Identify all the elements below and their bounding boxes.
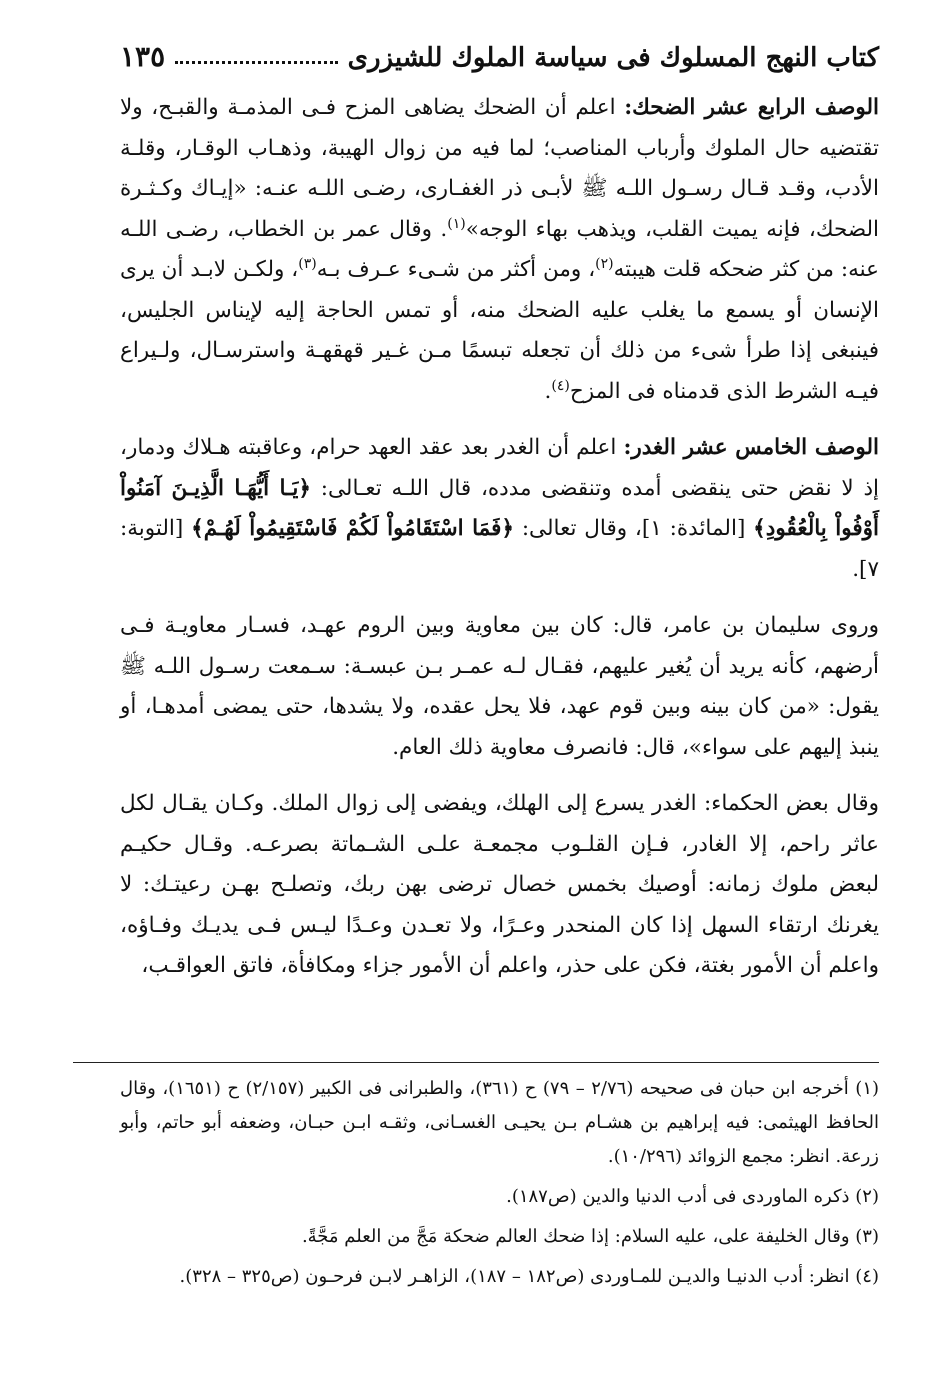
verse-citation-1: [المائدة: ١]، وقال تعالى: [513,516,754,541]
laughter-text-4: ، ولكـن لابـد أن يرى الإنسان أو يسمع ما يغلب عليه الضحك منه، أو تمس الحاجة إليه لإيناس الجليس، فينبغى إذا طرأ شىء من ذلك أن تجعله تبسمًا مـن غـير قهقهـة واسترسـال، ولـيراع فيـه الشرط الذى قدمناه فى المزح [120,257,879,404]
footnote-ref-1[interactable]: (١) [447,215,466,232]
quran-verse-2: ﴿فَمَا اسْتَقَامُواْ لَكُمْ فَاسْتَقِيمُواْ لَهُـمْ﴾ [191,516,514,541]
page-number: ١٣٥ [120,40,166,73]
footnote-1: (١) أخرجه ابن حبان فى صحيحه (٢/٧٦ – ٧٩) ح (٣٦١)، والطبرانى فى الكبير (٢/١٥٧) ح (١٦٥١)، وقال الحافظ الهيثمى: فيه إبراهيم بن هشـام بـن يحيـى الغسـانى، وثقـه ابـن حبـان، وضعفه أبو حاتم، وأبو زرعة. انظر: مجمع الزوائد (١٠/٢٩٦). [120,1078,880,1167]
footnote-ref-4[interactable]: (٤) [551,377,570,394]
footnote-4: (٤) انظر: أدب الدنيـا والديـن للمـاوردى (ص١٨٢ – ١٨٧)، الزاهـر لابـن فرحـون (ص٣٢٥ – ٣٢٨). [179,1266,879,1287]
laughter-text-5: . [544,378,552,404]
book-title: كتاب النهج المسلوك فى سياسة الملوك للشيزرى [347,43,879,73]
footnotes [120,1072,879,1300]
section-laughter [120,88,879,412]
main-text [120,88,879,1003]
laughter-text-3: ، ومن أكثر من شـىء عـرف بـه [316,257,596,282]
footnote-ref-3[interactable]: (٣) [298,255,317,272]
footnote-ref-2[interactable]: (٢) [595,255,614,272]
section-treachery [120,428,879,590]
section-heading-laughter: الوصف الرابع عشر الضحك: [624,95,879,120]
laughter-text-2: . وقال عمر بن الخطاب، رضـى اللـه عنه: من كثر ضحكه قلت هيبته [120,216,879,282]
footnote-2: (٢) ذكره الماوردى فى أدب الدنيا والدين (ص١٨٧). [506,1186,879,1207]
laughter-text-1: اعلم أن الضحك يضاهى المزح فـى المذمـة والقبـح، ولا تقتضيه حال الملوك وأرباب المناصب؛ لما فيه من زوال الهيبة، وذهـاب الوقـار، وقلـة الأدب، وقـد قـال رسـول اللـه ﷺ لأبـى ذر الغفـارى، رضـى اللـه عنـه: «إيـاك وكـثـرة الضحك، فإنه يميت القلب، ويذهب بهاء الوجه» [120,95,879,242]
leader-dots [175,61,338,64]
section-heading-treachery: الوصف الخامس عشر الغدر: [623,435,879,460]
paragraph-wise-sayings: وقال بعض الحكماء: الغدر يسرع إلى الهلك، ويفضى إلى زوال الملك. وكـان يقـال لكل عاثر راحم، إلا الغادر، فـإن القلـوب مجمعـة علـى الشـماتة بصرعـه. وقـال حكيـم لبعض ملوك زمانه: أوصيك بخمس خصال ترضى بهن ربك، وتصلـح بهـن رعيتـك: لا يغرنك ارتقاء السهل إذا كان المنحدر وعـرًا، ولا تعـدن وعـدًا ليـس فـى يديـك وفـاؤه، واعلم أن الأمور بغتة، فكن على حذر، واعلم أن الأمور جزاء ومكافأة، فاتق العواقـب، [120,791,879,978]
treachery-text-1: اعلم أن الغدر بعد عقد العهد حرام، وعاقبته هـلاك ودمار، إذ لا نقض حتى ينقضى أمده وتنقضى مدده، قال اللـه تعـالى: [120,435,879,501]
paragraph-muawiya: وروى سليمان بن عامر، قال: كان بين معاوية وبين الروم عهـد، فسـار معاويـة فـى أرضهم، كأنه يريد أن يُغير عليهم، فقـال لـه عمـر بـن عبسـة: سـمعت رسـول اللـه ﷺ يقول: «من كان بينه وبين قوم عهد، فلا يحل عقده، ولا يشدها، حتى يمضى أمدهـا، أو ينبذ إليهم على سواء»، قال: فانصرف معاوية ذلك العام. [120,613,879,760]
footnote-divider [73,1062,879,1063]
verse-citation-2: [التوبة: ٧]. [120,516,879,582]
quran-verse-1: ﴿يَـا أَيُّهَـا الَّذِيـنَ آمَنُواْ أَوْفُواْ بِالْعُقُودِ﴾ [120,475,879,541]
running-header [120,40,879,84]
footnote-3: (٣) وقال الخليفة على، عليه السلام: إذا ضحك العالم ضحكة مَجَّ من العلم مَجَّةً. [301,1226,879,1247]
